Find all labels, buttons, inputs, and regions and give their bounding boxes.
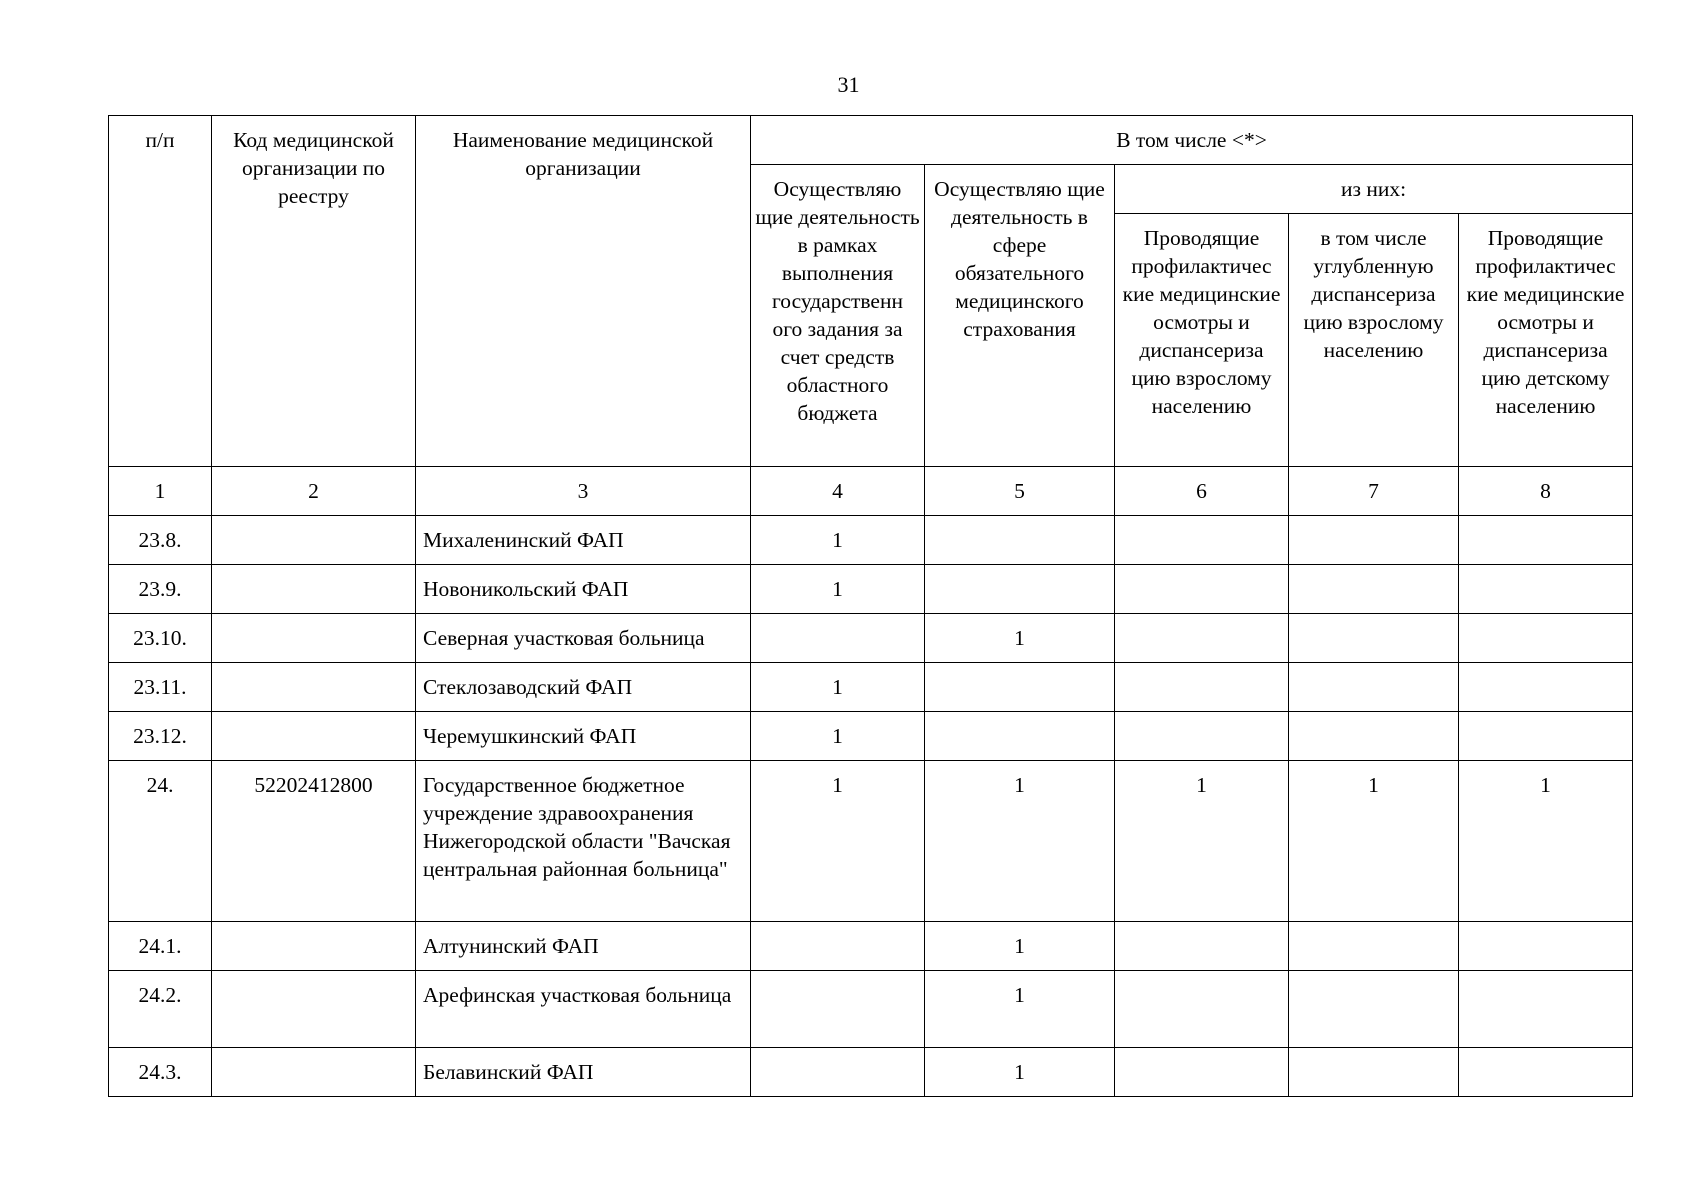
cell-name: Черемушкинский ФАП	[416, 712, 751, 761]
cell-col7	[1289, 516, 1459, 565]
cell-col5: 1	[925, 922, 1115, 971]
header-col7: в том числе углубленную диспансериза цию взрослому населению	[1289, 214, 1459, 467]
column-number: 8	[1459, 467, 1633, 516]
cell-col8: 1	[1459, 761, 1633, 922]
cell-num: 23.9.	[109, 565, 212, 614]
header-col4: Осуществляю щие деятельность в рамках выполнения государственн ого задания за счет средств областного бюджета	[751, 165, 925, 467]
cell-col7	[1289, 922, 1459, 971]
cell-col6	[1115, 663, 1289, 712]
cell-name: Алтунинский ФАП	[416, 922, 751, 971]
column-number: 6	[1115, 467, 1289, 516]
table-row	[109, 712, 1633, 761]
cell-col4: 1	[751, 516, 925, 565]
cell-col6: 1	[1115, 761, 1289, 922]
table-row	[109, 565, 1633, 614]
cell-col4	[751, 614, 925, 663]
table-row	[109, 1048, 1633, 1097]
cell-name: Белавинский ФАП	[416, 1048, 751, 1097]
cell-col6	[1115, 971, 1289, 1048]
column-number: 2	[212, 467, 416, 516]
cell-num: 23.8.	[109, 516, 212, 565]
cell-col5	[925, 663, 1115, 712]
header-col8: Проводящие профилактичес кие медицинские осмотры и диспансериза цию детскому населению	[1459, 214, 1633, 467]
cell-name: Арефинская участковая больница	[416, 971, 751, 1048]
cell-num: 24.1.	[109, 922, 212, 971]
cell-col8	[1459, 1048, 1633, 1097]
cell-col7	[1289, 712, 1459, 761]
cell-num: 23.10.	[109, 614, 212, 663]
cell-col4: 1	[751, 663, 925, 712]
cell-col8	[1459, 922, 1633, 971]
cell-num: 24.	[109, 761, 212, 922]
cell-col8	[1459, 516, 1633, 565]
column-number: 1	[109, 467, 212, 516]
cell-num: 24.3.	[109, 1048, 212, 1097]
table-row	[109, 663, 1633, 712]
header-subgroup: из них:	[1115, 165, 1633, 214]
cell-col8	[1459, 971, 1633, 1048]
table-row	[109, 516, 1633, 565]
cell-code	[212, 614, 416, 663]
table-header	[109, 116, 1633, 467]
header-col5: Осуществляю щие деятельность в сфере обязательного медицинского страхования	[925, 165, 1115, 467]
cell-col5: 1	[925, 1048, 1115, 1097]
cell-col6	[1115, 1048, 1289, 1097]
cell-col7	[1289, 565, 1459, 614]
cell-code	[212, 971, 416, 1048]
cell-name: Государственное бюджетное учреждение здравоохранения Нижегородской области "Вачская центральная районная больница"	[416, 761, 751, 922]
cell-col6	[1115, 516, 1289, 565]
cell-col7	[1289, 1048, 1459, 1097]
cell-num: 23.11.	[109, 663, 212, 712]
cell-name: Новоникольский ФАП	[416, 565, 751, 614]
cell-col7	[1289, 663, 1459, 712]
table-row	[109, 922, 1633, 971]
cell-col7	[1289, 614, 1459, 663]
cell-col4	[751, 971, 925, 1048]
cell-code	[212, 712, 416, 761]
column-number: 4	[751, 467, 925, 516]
table-row	[109, 761, 1633, 922]
column-number: 5	[925, 467, 1115, 516]
cell-col7: 1	[1289, 761, 1459, 922]
header-num: п/п	[109, 116, 212, 467]
header-group: В том числе <*>	[751, 116, 1633, 165]
page-number: 31	[837, 72, 860, 97]
table-row	[109, 614, 1633, 663]
cell-code	[212, 565, 416, 614]
cell-col5: 1	[925, 971, 1115, 1048]
cell-col6	[1115, 922, 1289, 971]
column-number: 7	[1289, 467, 1459, 516]
table-row	[109, 971, 1633, 1048]
column-number: 3	[416, 467, 751, 516]
cell-col7	[1289, 971, 1459, 1048]
cell-name: Стеклозаводский ФАП	[416, 663, 751, 712]
cell-num: 23.12.	[109, 712, 212, 761]
cell-col6	[1115, 614, 1289, 663]
column-number-row	[109, 467, 1633, 516]
cell-col6	[1115, 712, 1289, 761]
cell-code	[212, 663, 416, 712]
cell-col5: 1	[925, 761, 1115, 922]
header-col6: Проводящие профилактичес кие медицинские осмотры и диспансериза цию взрослому населению	[1115, 214, 1289, 467]
cell-col4: 1	[751, 565, 925, 614]
cell-code: 52202412800	[212, 761, 416, 922]
header-name: Наименование медицинской организации	[416, 116, 751, 467]
cell-num: 24.2.	[109, 971, 212, 1048]
cell-col4	[751, 1048, 925, 1097]
cell-col4: 1	[751, 761, 925, 922]
header-code: Код медицинской организации по реестру	[212, 116, 416, 467]
cell-col6	[1115, 565, 1289, 614]
cell-col8	[1459, 712, 1633, 761]
cell-col5	[925, 712, 1115, 761]
cell-col5: 1	[925, 614, 1115, 663]
table-body	[109, 467, 1633, 1097]
cell-col8	[1459, 663, 1633, 712]
cell-name: Северная участковая больница	[416, 614, 751, 663]
cell-col4: 1	[751, 712, 925, 761]
cell-col5	[925, 516, 1115, 565]
cell-name: Михаленинский ФАП	[416, 516, 751, 565]
cell-code	[212, 922, 416, 971]
cell-col8	[1459, 565, 1633, 614]
cell-col5	[925, 565, 1115, 614]
cell-code	[212, 1048, 416, 1097]
cell-col8	[1459, 614, 1633, 663]
cell-col4	[751, 922, 925, 971]
registry-table	[108, 115, 1633, 1097]
cell-code	[212, 516, 416, 565]
